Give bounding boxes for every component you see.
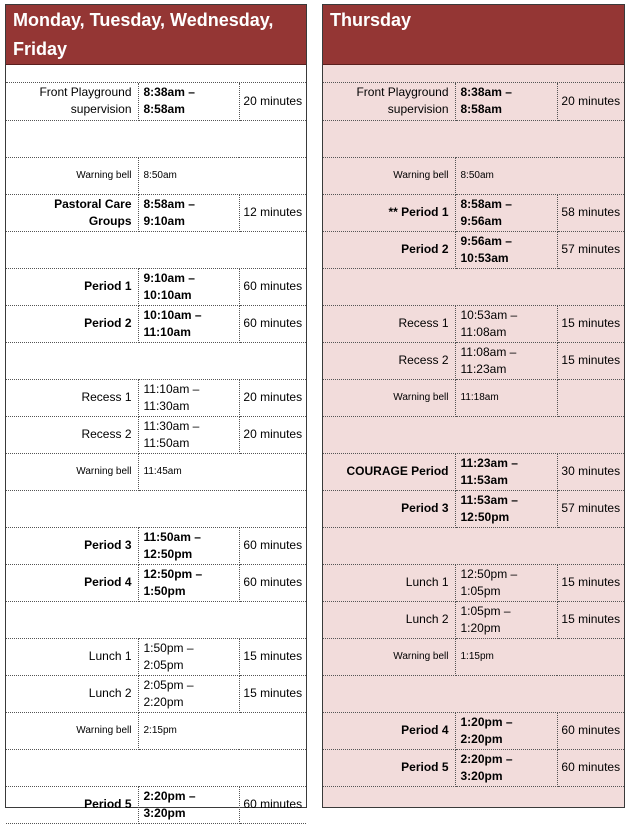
schedule-row [6,564,306,601]
session-duration: 30 minutes [557,453,624,490]
session-duration: 15 minutes [557,342,624,379]
session-name: Period 4 [6,564,138,601]
session-name: Lunch 1 [323,564,455,601]
blank-cell [6,490,306,527]
session-duration: 60 minutes [557,712,624,749]
session-time: 8:58am – 9:10am [138,194,239,231]
session-time: 1:15pm [455,638,624,675]
session-name: Lunch 2 [6,675,138,712]
session-name: Recess 2 [6,416,138,453]
session-name: Front Playground supervision [6,83,138,120]
schedule-row [323,194,624,231]
session-name: Warning bell [323,157,455,194]
schedule-row [6,786,306,823]
session-duration: 15 minutes [557,564,624,601]
schedule-row [6,638,306,675]
blank-row [323,416,624,453]
session-name: Warning bell [6,157,138,194]
session-name: Period 3 [6,527,138,564]
session-time: 2:05pm – 2:20pm [138,675,239,712]
session-time: 11:18am [455,379,557,416]
session-time: 1:05pm – 1:20pm [455,601,557,638]
blank-row [6,749,306,786]
session-name: COURAGE Period [323,453,455,490]
schedule-row [6,379,306,416]
schedule-row [323,712,624,749]
session-time: 11:30am – 11:50am [138,416,239,453]
session-time: 10:10am – 11:10am [138,305,239,342]
session-time: 12:50pm – 1:05pm [455,564,557,601]
panel-title: Thursday [323,5,624,65]
session-name: Warning bell [6,453,138,490]
blank-row [323,268,624,305]
session-name: Pastoral Care Groups [6,194,138,231]
session-name: Recess 1 [6,379,138,416]
schedule-row [323,749,624,786]
schedule-row [6,305,306,342]
session-duration: 15 minutes [239,638,306,675]
session-time: 1:20pm – 2:20pm [455,712,557,749]
warning-bell-row [323,379,624,416]
session-time: 11:23am – 11:53am [455,453,557,490]
blank-row [323,675,624,712]
session-time: 9:10am – 10:10am [138,268,239,305]
session-duration: 60 minutes [239,786,306,823]
panel-title: Monday, Tuesday, Wednesday, Friday [6,5,306,65]
blank-row [323,120,624,157]
warning-bell-row [6,712,306,749]
session-name: ** Period 1 [323,194,455,231]
session-name: Lunch 2 [323,601,455,638]
session-time: 12:50pm – 1:50pm [138,564,239,601]
blank-cell [323,675,624,712]
warning-bell-row [323,157,624,194]
schedule-row [6,268,306,305]
session-time: 2:20pm – 3:20pm [455,749,557,786]
session-name: Lunch 1 [6,638,138,675]
session-time: 8:50am [455,157,624,194]
session-time: 2:20pm – 3:20pm [138,786,239,823]
warning-bell-row [6,453,306,490]
blank-row [6,231,306,268]
blank-cell [6,120,306,157]
session-duration: 60 minutes [239,268,306,305]
session-duration: 15 minutes [557,601,624,638]
session-duration: 15 minutes [557,305,624,342]
schedule-row [6,194,306,231]
session-duration: 60 minutes [239,527,306,564]
session-time: 8:38am – 8:58am [138,83,239,120]
session-time: 2:15pm [138,712,306,749]
blank-cell [6,601,306,638]
session-duration: 12 minutes [239,194,306,231]
session-duration: 20 minutes [557,83,624,120]
blank-cell [323,268,624,305]
schedule-table [6,83,306,824]
schedule-row [6,527,306,564]
blank-cell [6,231,306,268]
spacer-row [6,65,306,83]
session-duration: 60 minutes [239,564,306,601]
session-time: 11:08am – 11:23am [455,342,557,379]
blank-cell [323,120,624,157]
blank-row [323,527,624,564]
session-name: Period 4 [323,712,455,749]
schedule-row [323,601,624,638]
session-duration: 20 minutes [239,416,306,453]
blank-cell [323,527,624,564]
schedule-row [323,305,624,342]
blank-row [6,601,306,638]
blank-cell [323,416,624,453]
session-time: 10:53am – 11:08am [455,305,557,342]
schedule-row [323,564,624,601]
schedule-row [323,83,624,120]
warning-bell-row [323,638,624,675]
warning-bell-row [6,157,306,194]
session-duration: 60 minutes [239,305,306,342]
session-time: 11:53am – 12:50pm [455,490,557,527]
session-name: Front Playground supervision [323,83,455,120]
session-time: 11:50am – 12:50pm [138,527,239,564]
session-name: Period 3 [323,490,455,527]
session-duration: 57 minutes [557,231,624,268]
blank-cell [6,749,306,786]
session-duration: 20 minutes [239,379,306,416]
schedule-panel-thursday [322,4,625,808]
schedule-row [6,83,306,120]
schedule-row [323,490,624,527]
schedule-table [323,83,624,787]
blank-row [6,120,306,157]
session-name: Warning bell [323,638,455,675]
session-duration: 20 minutes [239,83,306,120]
session-time: 8:38am – 8:58am [455,83,557,120]
session-duration: 57 minutes [557,490,624,527]
session-duration: 60 minutes [557,749,624,786]
session-name: Period 2 [323,231,455,268]
blank-row [6,490,306,527]
session-name: Recess 1 [323,305,455,342]
session-name: Warning bell [6,712,138,749]
schedule-row [323,453,624,490]
session-time: 9:56am – 10:53am [455,231,557,268]
session-duration: 15 minutes [239,675,306,712]
session-duration: 58 minutes [557,194,624,231]
session-name: Period 1 [6,268,138,305]
session-name: Recess 2 [323,342,455,379]
schedule-row [323,231,624,268]
session-time: 8:50am [138,157,306,194]
session-time: 11:45am [138,453,306,490]
session-name: Warning bell [323,379,455,416]
schedule-row [6,675,306,712]
schedule-panel-mon-tue-wed-fri [5,4,307,820]
blank-cell [6,342,306,379]
blank-row [6,342,306,379]
session-name: Period 2 [6,305,138,342]
schedule-row [6,416,306,453]
session-time: 8:58am – 9:56am [455,194,557,231]
session-name: Period 5 [6,786,138,823]
session-duration [557,379,624,416]
schedule-row [323,342,624,379]
session-time: 11:10am – 11:30am [138,379,239,416]
session-name: Period 5 [323,749,455,786]
spacer-row [323,65,624,83]
session-time: 1:50pm – 2:05pm [138,638,239,675]
